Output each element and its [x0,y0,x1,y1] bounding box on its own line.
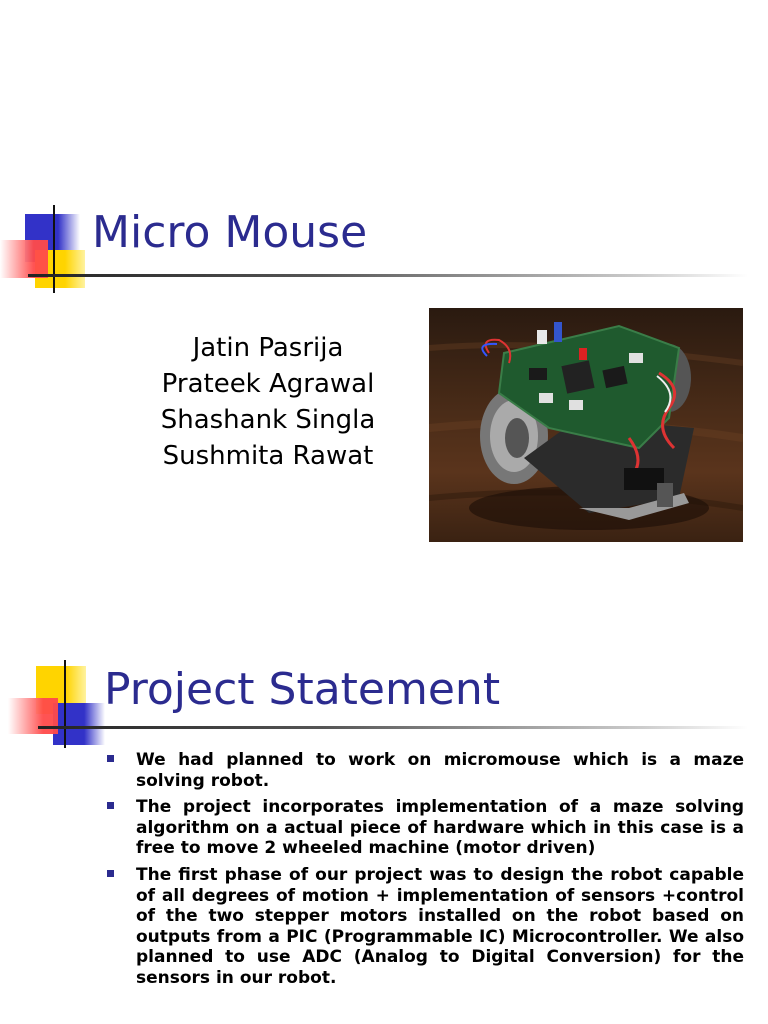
slide-title: Micro Mouse [92,207,368,258]
title-underline [28,274,748,277]
square-bullet-icon [107,870,114,877]
author-name: Prateek Agrawal [161,369,375,399]
bullet-text: The project incorporates implementation of a maze solving algorithm on a actual piece of hardware which in this case is a free to move 2 wheeled machine (motor driven) [136,797,744,859]
author-name: Jatin Pasrija [192,333,344,363]
author-name: Shashank Singla [160,405,376,435]
square-bullet-icon [107,755,114,762]
deco-red-square [0,240,48,278]
robot-photo [429,308,743,542]
robot-illustration [429,308,743,542]
list-item [104,797,744,859]
slide-logo-decoration [0,200,100,295]
deco-vertical-line [53,205,55,293]
bullet-text: The first phase of our project was to design the robot capable of all degrees of motion + implementation of sensors +control of the two stepper motors installed on the robot based on outputs from a PIC (Programmable IC) Microcontroller. We also planned to use ADC (Analog to Digital Conversion) for the sensors in our robot. [136,864,744,988]
author-list [128,330,408,474]
square-bullet-icon [107,802,114,809]
slide-title: Project Statement [104,664,501,715]
bullet-text: We had planned to work on micromouse which is a maze solving robot. [136,750,744,791]
list-item [104,865,744,989]
list-item [104,750,744,791]
bullet-list [104,750,744,995]
title-underline [38,726,748,729]
deco-vertical-line [64,660,66,748]
slide-logo-decoration [8,658,108,748]
author-name: Sushmita Rawat [162,441,374,471]
deco-blue-square [53,703,105,745]
slide-project-statement [0,640,768,1024]
